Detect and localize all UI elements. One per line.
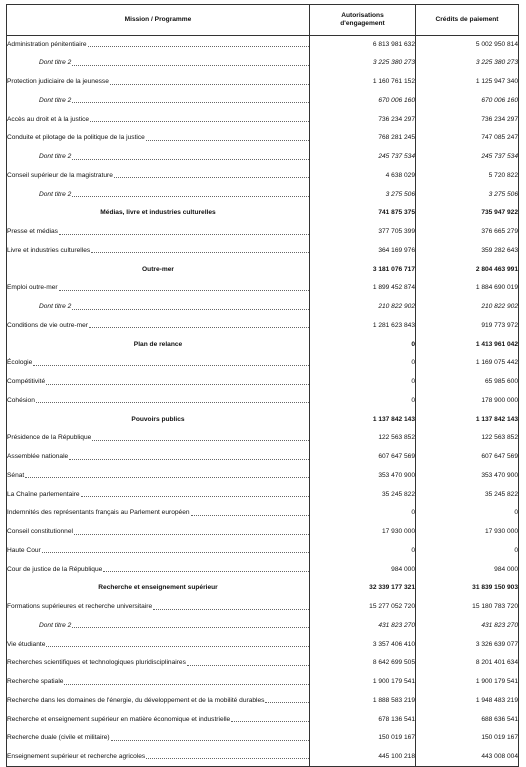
dot-leader bbox=[42, 552, 309, 553]
programme-label: La Chaîne parlementaire bbox=[7, 490, 80, 498]
ae-value: 736 234 297 bbox=[310, 111, 416, 130]
label-with-leader bbox=[39, 60, 309, 67]
mission-label: Plan de relance bbox=[133, 340, 183, 348]
ae-value: 1 888 583 219 bbox=[310, 692, 416, 711]
programme-row bbox=[7, 111, 519, 130]
cp-value: 5 002 950 814 bbox=[416, 36, 519, 55]
programme-label: Cohésion bbox=[7, 396, 35, 404]
ae-value: 3 181 076 717 bbox=[310, 261, 416, 280]
row-label-cell bbox=[7, 148, 310, 167]
ae-value: 122 563 852 bbox=[310, 429, 416, 448]
row-label-cell bbox=[7, 598, 310, 617]
label-with-leader bbox=[39, 192, 309, 199]
label-with-leader bbox=[7, 79, 309, 86]
programme-label: Recherche spatiale bbox=[7, 678, 64, 686]
cp-value: 670 006 160 bbox=[416, 92, 519, 111]
ae-value: 1 137 842 143 bbox=[310, 411, 416, 430]
titre2-row bbox=[7, 54, 519, 73]
label-with-leader bbox=[7, 698, 309, 705]
programme-row bbox=[7, 392, 519, 411]
row-label-cell bbox=[7, 673, 310, 692]
ae-value: 4 638 029 bbox=[310, 167, 416, 186]
cp-value: 1 169 075 442 bbox=[416, 354, 519, 373]
ae-value: 431 823 270 bbox=[310, 617, 416, 636]
label-with-leader bbox=[39, 304, 309, 311]
dot-leader bbox=[146, 758, 309, 759]
programme-row bbox=[7, 354, 519, 373]
programme-row bbox=[7, 317, 519, 336]
dot-leader bbox=[36, 402, 309, 403]
programme-row bbox=[7, 36, 519, 55]
cp-value: 359 282 643 bbox=[416, 242, 519, 261]
cp-value: 3 275 506 bbox=[416, 186, 519, 205]
ae-value: 984 000 bbox=[310, 561, 416, 580]
dot-leader bbox=[89, 327, 309, 328]
ae-value: 607 647 569 bbox=[310, 448, 416, 467]
dot-leader bbox=[114, 177, 309, 178]
cp-value: 150 019 167 bbox=[416, 729, 519, 748]
dot-leader bbox=[69, 459, 309, 460]
row-label-cell bbox=[7, 223, 310, 242]
ae-value: 0 bbox=[310, 504, 416, 523]
cp-value: 736 234 297 bbox=[416, 111, 519, 130]
titre2-row bbox=[7, 92, 519, 111]
cp-value: 3 326 639 077 bbox=[416, 636, 519, 655]
dot-leader bbox=[81, 496, 309, 497]
titre2-label: Dont titre 2 bbox=[39, 59, 72, 67]
ae-value: 364 169 976 bbox=[310, 242, 416, 261]
label-with-leader bbox=[7, 229, 309, 236]
row-label-cell bbox=[7, 317, 310, 336]
ae-value: 245 737 534 bbox=[310, 148, 416, 167]
programme-row bbox=[7, 129, 519, 148]
label-with-leader bbox=[7, 135, 309, 142]
mission-row bbox=[7, 261, 519, 280]
cp-value: 984 000 bbox=[416, 561, 519, 580]
titre2-label: Dont titre 2 bbox=[39, 303, 72, 311]
programme-row bbox=[7, 279, 519, 298]
row-label-cell bbox=[7, 354, 310, 373]
row-label-cell bbox=[7, 542, 310, 561]
label-with-leader bbox=[7, 679, 309, 686]
mission-label: Recherche et enseignement supérieur bbox=[98, 584, 218, 592]
programme-row bbox=[7, 223, 519, 242]
row-label-cell bbox=[7, 429, 310, 448]
budget-table bbox=[6, 4, 519, 767]
ae-value: 353 470 900 bbox=[310, 467, 416, 486]
dot-leader bbox=[191, 515, 309, 516]
cp-value: 178 900 000 bbox=[416, 392, 519, 411]
programme-row bbox=[7, 467, 519, 486]
label-with-leader bbox=[7, 473, 309, 480]
label-with-leader bbox=[7, 435, 309, 442]
cp-value: 431 823 270 bbox=[416, 617, 519, 636]
dot-leader bbox=[265, 702, 309, 703]
row-label-cell bbox=[7, 36, 310, 55]
row-label-cell bbox=[7, 261, 310, 280]
row-label-cell bbox=[7, 711, 310, 730]
programme-label: Recherches scientifiques et technologiques pluridisciplinaires bbox=[7, 659, 186, 667]
table-header bbox=[7, 5, 519, 36]
ae-value: 0 bbox=[310, 392, 416, 411]
row-label-cell bbox=[7, 504, 310, 523]
dot-leader bbox=[231, 721, 309, 722]
row-label-cell bbox=[7, 73, 310, 92]
label-with-leader bbox=[7, 173, 309, 180]
cp-value: 15 180 783 720 bbox=[416, 598, 519, 617]
label-with-leader bbox=[39, 623, 309, 630]
row-label-cell bbox=[7, 392, 310, 411]
dot-leader bbox=[187, 665, 309, 666]
programme-label: Cour de justice de la République bbox=[7, 565, 103, 573]
label-with-leader bbox=[7, 660, 309, 667]
programme-label: Protection judiciaire de la jeunesse bbox=[7, 78, 109, 86]
ae-value: 150 019 167 bbox=[310, 729, 416, 748]
mission-label: Pouvoirs publics bbox=[131, 415, 185, 423]
label-with-leader bbox=[7, 360, 309, 367]
programme-label: Livre et industries culturelles bbox=[7, 246, 91, 254]
dot-leader bbox=[90, 121, 309, 122]
row-label-cell bbox=[7, 92, 310, 111]
programme-row bbox=[7, 654, 519, 673]
titre2-label: Dont titre 2 bbox=[39, 153, 72, 161]
ae-value: 32 339 177 321 bbox=[310, 579, 416, 598]
cp-value: 17 930 000 bbox=[416, 523, 519, 542]
ae-value: 1 900 179 541 bbox=[310, 673, 416, 692]
row-label-cell bbox=[7, 204, 310, 223]
programme-label: Haute Cour bbox=[7, 546, 41, 554]
titre2-label: Dont titre 2 bbox=[39, 621, 72, 629]
row-label-cell bbox=[7, 617, 310, 636]
header-mission-programme: Mission / Programme bbox=[7, 5, 310, 36]
cp-value: 0 bbox=[416, 542, 519, 561]
mission-label: Outre-mer bbox=[142, 265, 174, 273]
dot-leader bbox=[72, 196, 309, 197]
label-with-leader bbox=[7, 642, 309, 649]
row-label-cell bbox=[7, 167, 310, 186]
row-label-cell bbox=[7, 467, 310, 486]
row-label-cell bbox=[7, 654, 310, 673]
programme-label: Sénat bbox=[7, 471, 25, 479]
ae-value: 210 822 902 bbox=[310, 298, 416, 317]
ae-value: 0 bbox=[310, 336, 416, 355]
label-with-leader bbox=[7, 379, 309, 386]
row-label-cell bbox=[7, 692, 310, 711]
mission-row bbox=[7, 336, 519, 355]
programme-row bbox=[7, 636, 519, 655]
programme-row bbox=[7, 429, 519, 448]
row-label-cell bbox=[7, 242, 310, 261]
cp-value: 607 647 569 bbox=[416, 448, 519, 467]
programme-row bbox=[7, 523, 519, 542]
row-label-cell bbox=[7, 561, 310, 580]
table-body bbox=[7, 36, 519, 767]
cp-value: 35 245 822 bbox=[416, 486, 519, 505]
label-with-leader bbox=[7, 510, 309, 517]
row-label-cell bbox=[7, 373, 310, 392]
ae-value: 17 930 000 bbox=[310, 523, 416, 542]
dot-leader bbox=[74, 534, 309, 535]
programme-label: Compétitivité bbox=[7, 378, 46, 386]
programme-label: Écologie bbox=[7, 359, 33, 367]
dot-leader bbox=[64, 684, 309, 685]
row-label-cell bbox=[7, 54, 310, 73]
titre2-row bbox=[7, 148, 519, 167]
row-label-cell bbox=[7, 448, 310, 467]
label-with-leader bbox=[7, 248, 309, 255]
row-label-cell bbox=[7, 486, 310, 505]
label-with-leader bbox=[7, 117, 309, 124]
dot-leader bbox=[46, 646, 309, 647]
cp-value: 747 085 247 bbox=[416, 129, 519, 148]
programme-label: Presse et médias bbox=[7, 228, 58, 236]
row-label-cell bbox=[7, 186, 310, 205]
cp-value: 443 008 004 bbox=[416, 748, 519, 767]
ae-value: 741 875 375 bbox=[310, 204, 416, 223]
cp-value: 688 636 541 bbox=[416, 711, 519, 730]
ae-value: 377 705 399 bbox=[310, 223, 416, 242]
programme-label: Enseignement supérieur et recherche agricoles bbox=[7, 752, 146, 760]
cp-value: 3 225 380 273 bbox=[416, 54, 519, 73]
programme-label: Emploi outre-mer bbox=[7, 284, 58, 292]
programme-row bbox=[7, 448, 519, 467]
mission-row bbox=[7, 204, 519, 223]
ae-value: 1 281 623 843 bbox=[310, 317, 416, 336]
ae-value: 35 245 822 bbox=[310, 486, 416, 505]
mission-row bbox=[7, 411, 519, 430]
programme-row bbox=[7, 729, 519, 748]
programme-label: Conseil constitutionnel bbox=[7, 528, 73, 536]
programme-row bbox=[7, 542, 519, 561]
header-ae-line1: Autorisations bbox=[341, 11, 384, 19]
programme-label: Indemnités des représentants français au Parlement européen bbox=[7, 509, 190, 517]
programme-row bbox=[7, 242, 519, 261]
dot-leader bbox=[110, 84, 309, 85]
cp-value: 5 720 822 bbox=[416, 167, 519, 186]
ae-value: 6 813 981 632 bbox=[310, 36, 416, 55]
cp-value: 31 839 150 903 bbox=[416, 579, 519, 598]
label-with-leader bbox=[7, 42, 309, 49]
programme-label: Présidence de la République bbox=[7, 434, 92, 442]
cp-value: 1 125 947 340 bbox=[416, 73, 519, 92]
row-label-cell bbox=[7, 336, 310, 355]
programme-label: Administration pénitentiaire bbox=[7, 40, 87, 48]
ae-value: 768 281 245 bbox=[310, 129, 416, 148]
dot-leader bbox=[46, 384, 309, 385]
cp-value: 1 137 842 143 bbox=[416, 411, 519, 430]
row-label-cell bbox=[7, 129, 310, 148]
label-with-leader bbox=[7, 323, 309, 330]
ae-value: 445 100 218 bbox=[310, 748, 416, 767]
label-with-leader bbox=[7, 454, 309, 461]
label-with-leader bbox=[39, 154, 309, 161]
row-label-cell bbox=[7, 111, 310, 130]
programme-label: Vie étudiante bbox=[7, 640, 46, 648]
programme-row bbox=[7, 673, 519, 692]
programme-label: Formations supérieures et recherche universitaire bbox=[7, 603, 153, 611]
programme-row bbox=[7, 561, 519, 580]
ae-value: 0 bbox=[310, 373, 416, 392]
programme-label: Assemblée nationale bbox=[7, 453, 69, 461]
label-with-leader bbox=[7, 754, 309, 761]
ae-value: 0 bbox=[310, 542, 416, 561]
mission-label: Médias, livre et industries culturelles bbox=[100, 209, 216, 217]
cp-value: 0 bbox=[416, 504, 519, 523]
dot-leader bbox=[59, 234, 309, 235]
ae-value: 0 bbox=[310, 354, 416, 373]
dot-leader bbox=[153, 609, 309, 610]
ae-value: 1 160 761 152 bbox=[310, 73, 416, 92]
label-with-leader bbox=[7, 492, 309, 499]
cp-value: 1 884 690 019 bbox=[416, 279, 519, 298]
label-with-leader bbox=[7, 285, 309, 292]
programme-label: Recherche duale (civile et militaire) bbox=[7, 734, 110, 742]
programme-label: Conseil supérieur de la magistrature bbox=[7, 171, 113, 179]
dot-leader bbox=[103, 571, 309, 572]
programme-row bbox=[7, 598, 519, 617]
row-label-cell bbox=[7, 636, 310, 655]
cp-value: 1 413 961 042 bbox=[416, 336, 519, 355]
titre2-row bbox=[7, 298, 519, 317]
dot-leader bbox=[33, 365, 309, 366]
ae-value: 3 357 406 410 bbox=[310, 636, 416, 655]
dot-leader bbox=[72, 627, 309, 628]
programme-row bbox=[7, 692, 519, 711]
ae-value: 678 136 541 bbox=[310, 711, 416, 730]
ae-value: 3 275 506 bbox=[310, 186, 416, 205]
programme-label: Recherche dans les domaines de l'énergie, du développement et de la mobilité durables bbox=[7, 696, 265, 704]
label-with-leader bbox=[7, 398, 309, 405]
cp-value: 245 737 534 bbox=[416, 148, 519, 167]
cp-value: 8 201 401 634 bbox=[416, 654, 519, 673]
cp-value: 122 563 852 bbox=[416, 429, 519, 448]
titre2-label: Dont titre 2 bbox=[39, 190, 72, 198]
cp-value: 1 900 179 541 bbox=[416, 673, 519, 692]
programme-row bbox=[7, 486, 519, 505]
dot-leader bbox=[91, 252, 309, 253]
label-with-leader bbox=[39, 98, 309, 105]
cp-value: 65 985 600 bbox=[416, 373, 519, 392]
dot-leader bbox=[72, 159, 309, 160]
header-autorisations-engagement bbox=[310, 5, 416, 36]
programme-label: Conditions de vie outre-mer bbox=[7, 321, 88, 329]
dot-leader bbox=[72, 102, 309, 103]
programme-label: Conduite et pilotage de la politique de la justice bbox=[7, 134, 145, 142]
cp-value: 2 804 463 991 bbox=[416, 261, 519, 280]
dot-leader bbox=[72, 309, 309, 310]
programme-row bbox=[7, 373, 519, 392]
row-label-cell bbox=[7, 729, 310, 748]
dot-leader bbox=[146, 140, 309, 141]
dot-leader bbox=[111, 740, 309, 741]
ae-value: 670 006 160 bbox=[310, 92, 416, 111]
label-with-leader bbox=[7, 567, 309, 574]
ae-value: 8 642 699 505 bbox=[310, 654, 416, 673]
label-with-leader bbox=[7, 604, 309, 611]
titre2-row bbox=[7, 186, 519, 205]
programme-row bbox=[7, 167, 519, 186]
row-label-cell bbox=[7, 579, 310, 598]
cp-value: 919 773 972 bbox=[416, 317, 519, 336]
label-with-leader bbox=[7, 717, 309, 724]
header-ae-line2: d'engagement bbox=[340, 20, 385, 27]
label-with-leader bbox=[7, 735, 309, 742]
cp-value: 353 470 900 bbox=[416, 467, 519, 486]
programme-label: Recherche et enseignement supérieur en matière économique et industrielle bbox=[7, 715, 231, 723]
titre2-label: Dont titre 2 bbox=[39, 96, 72, 104]
label-with-leader bbox=[7, 548, 309, 555]
header-credits-paiement: Crédits de paiement bbox=[416, 5, 519, 36]
label-with-leader bbox=[7, 529, 309, 536]
titre2-row bbox=[7, 617, 519, 636]
programme-row bbox=[7, 73, 519, 92]
cp-value: 1 948 483 219 bbox=[416, 692, 519, 711]
row-label-cell bbox=[7, 298, 310, 317]
row-label-cell bbox=[7, 523, 310, 542]
dot-leader bbox=[88, 46, 309, 47]
ae-value: 15 277 052 720 bbox=[310, 598, 416, 617]
dot-leader bbox=[25, 477, 309, 478]
programme-label: Accès au droit et à la justice bbox=[7, 115, 90, 123]
dot-leader bbox=[72, 65, 309, 66]
dot-leader bbox=[59, 290, 309, 291]
row-label-cell bbox=[7, 411, 310, 430]
mission-row bbox=[7, 579, 519, 598]
ae-value: 3 225 380 273 bbox=[310, 54, 416, 73]
cp-value: 376 665 279 bbox=[416, 223, 519, 242]
row-label-cell bbox=[7, 279, 310, 298]
programme-row bbox=[7, 711, 519, 730]
ae-value: 1 899 452 874 bbox=[310, 279, 416, 298]
dot-leader bbox=[92, 440, 309, 441]
cp-value: 210 822 902 bbox=[416, 298, 519, 317]
cp-value: 735 947 922 bbox=[416, 204, 519, 223]
programme-row bbox=[7, 504, 519, 523]
